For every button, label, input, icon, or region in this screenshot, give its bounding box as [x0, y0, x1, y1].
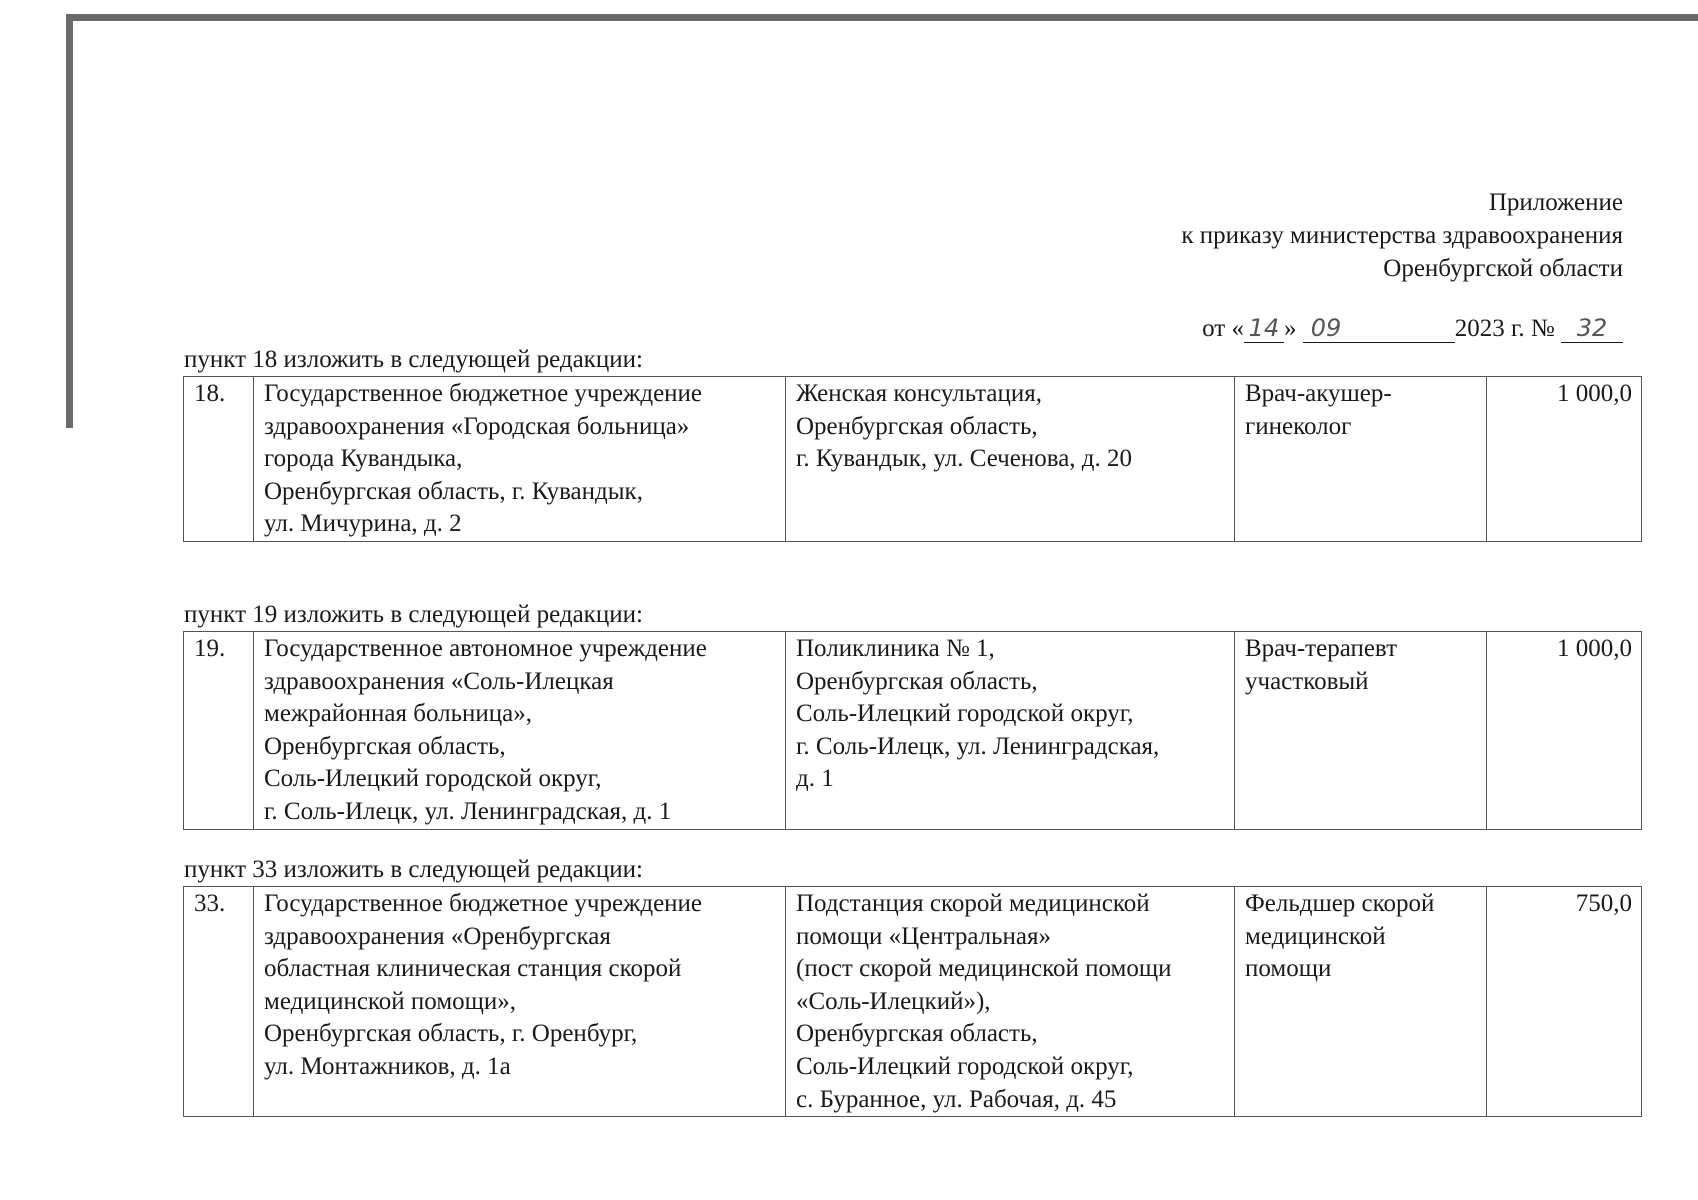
table-row	[184, 377, 1642, 542]
row-number: 19.	[184, 632, 254, 830]
unit-cell: Подстанция скорой медицинской помощи «Центральная» (пост скорой медицинской помощи «Соль-Илецкий»), Оренбургская область, Соль-Илецкий городской округ, с. Буранное, ул. Рабочая, д. 45	[786, 887, 1235, 1117]
position-cell: Врач-акушер- гинеколог	[1235, 377, 1487, 542]
row-number: 18.	[184, 377, 254, 542]
item-table	[183, 631, 1642, 830]
header-line-1: Приложение	[1488, 189, 1623, 216]
date-year: 2023 г. №	[1454, 315, 1555, 342]
amount-cell: 1 000,0	[1487, 377, 1642, 542]
scan-edge-left	[66, 14, 73, 428]
header-line-2: к приказу министерства здравоохранения	[1181, 222, 1623, 249]
section-label: пункт 33 изложить в следующей редакции:	[184, 856, 643, 883]
organization-cell: Государственное бюджетное учреждение здравоохранения «Оренбургская областная клиническая станция скорой медицинской помощи», Оренбургская область, г. Оренбург, ул. Монтажников, д. 1а	[254, 887, 786, 1117]
organization-cell: Государственное автономное учреждение здравоохранения «Соль-Илецкая межрайонная больница», Оренбургская область, Соль-Илецкий городской округ, г. Соль-Илецк, ул. Ленинградская, д. 1	[254, 632, 786, 830]
amount-cell: 1 000,0	[1487, 632, 1642, 830]
table-row	[184, 632, 1642, 830]
item-table	[183, 376, 1642, 542]
unit-cell: Женская консультация, Оренбургская область, г. Кувандык, ул. Сеченова, д. 20	[786, 377, 1235, 542]
order-date-line	[1202, 312, 1623, 346]
position-cell: Фельдшер скорой медицинской помощи	[1235, 887, 1487, 1117]
item-table	[183, 886, 1642, 1117]
date-mid: »	[1283, 315, 1297, 342]
amount-cell: 750,0	[1487, 887, 1642, 1117]
unit-cell: Поликлиника № 1, Оренбургская область, Соль-Илецкий городской округ, г. Соль-Илецк, ул. Ленинградская, д. 1	[786, 632, 1235, 830]
table-row	[184, 887, 1642, 1117]
organization-cell: Государственное бюджетное учреждение здравоохранения «Городская больница» города Кувандыка, Оренбургская область, г. Кувандык, ул. Мичурина, д. 2	[254, 377, 786, 542]
section-label: пункт 18 изложить в следующей редакции:	[184, 346, 643, 373]
section-label: пункт 19 изложить в следующей редакции:	[184, 601, 643, 628]
date-prefix: от «	[1202, 315, 1244, 342]
header-line-3: Оренбургской области	[1383, 255, 1623, 282]
handwritten-order-number: 32	[1561, 314, 1623, 343]
scan-edge-top	[66, 14, 1698, 21]
handwritten-month: 09	[1303, 314, 1455, 343]
row-number: 33.	[184, 887, 254, 1117]
handwritten-day: 14	[1244, 314, 1284, 343]
appendix-header	[923, 186, 1623, 285]
position-cell: Врач-терапевт участковый	[1235, 632, 1487, 830]
